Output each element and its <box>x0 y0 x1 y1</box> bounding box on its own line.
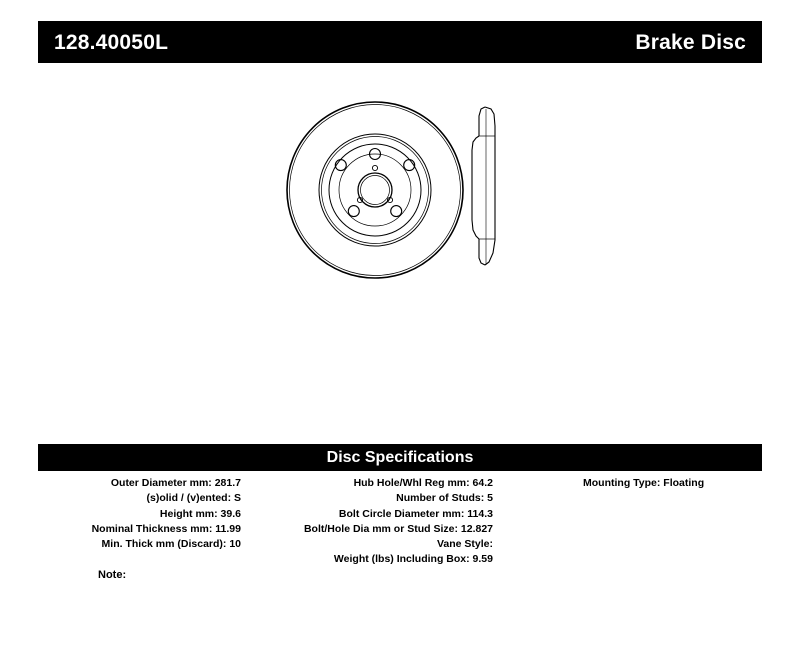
note-label: Note: <box>98 569 127 581</box>
spec-item: Number of Studs: 5 <box>396 492 493 505</box>
part-number: 128.40050L <box>54 30 169 54</box>
spec-title-bar <box>38 444 762 471</box>
spec-title: Disc Specifications <box>326 448 474 466</box>
spec-item: Min. Thick mm (Discard): 10 <box>101 538 241 551</box>
header-bar <box>38 21 762 63</box>
spec-column-right <box>538 476 762 491</box>
spec-item: Outer Diameter mm: 281.7 <box>110 477 241 489</box>
spec-item: Vane Style: <box>436 538 493 551</box>
spec-item: Hub Hole/Whl Reg mm: 64.2 <box>353 477 493 489</box>
brake-disc-face-view <box>287 102 463 278</box>
spec-item: (s)olid / (v)ented: S <box>146 492 241 505</box>
product-type-label: Brake Disc <box>635 30 746 54</box>
spec-item: Height mm: 39.6 <box>159 507 241 520</box>
spec-item: Weight (lbs) Including Box: 9.59 <box>333 553 493 566</box>
technical-drawing <box>280 90 540 290</box>
spec-body <box>38 474 762 594</box>
spec-item: Mounting Type: Floating <box>583 477 705 489</box>
brake-disc-edge-view <box>472 107 495 265</box>
spec-column-middle <box>253 476 493 568</box>
spec-item: Nominal Thickness mm: 11.99 <box>91 522 241 535</box>
spec-column-left <box>38 476 241 552</box>
spec-item: Bolt/Hole Dia mm or Stud Size: 12.827 <box>303 522 493 535</box>
spec-item: Bolt Circle Diameter mm: 114.3 <box>338 507 493 520</box>
